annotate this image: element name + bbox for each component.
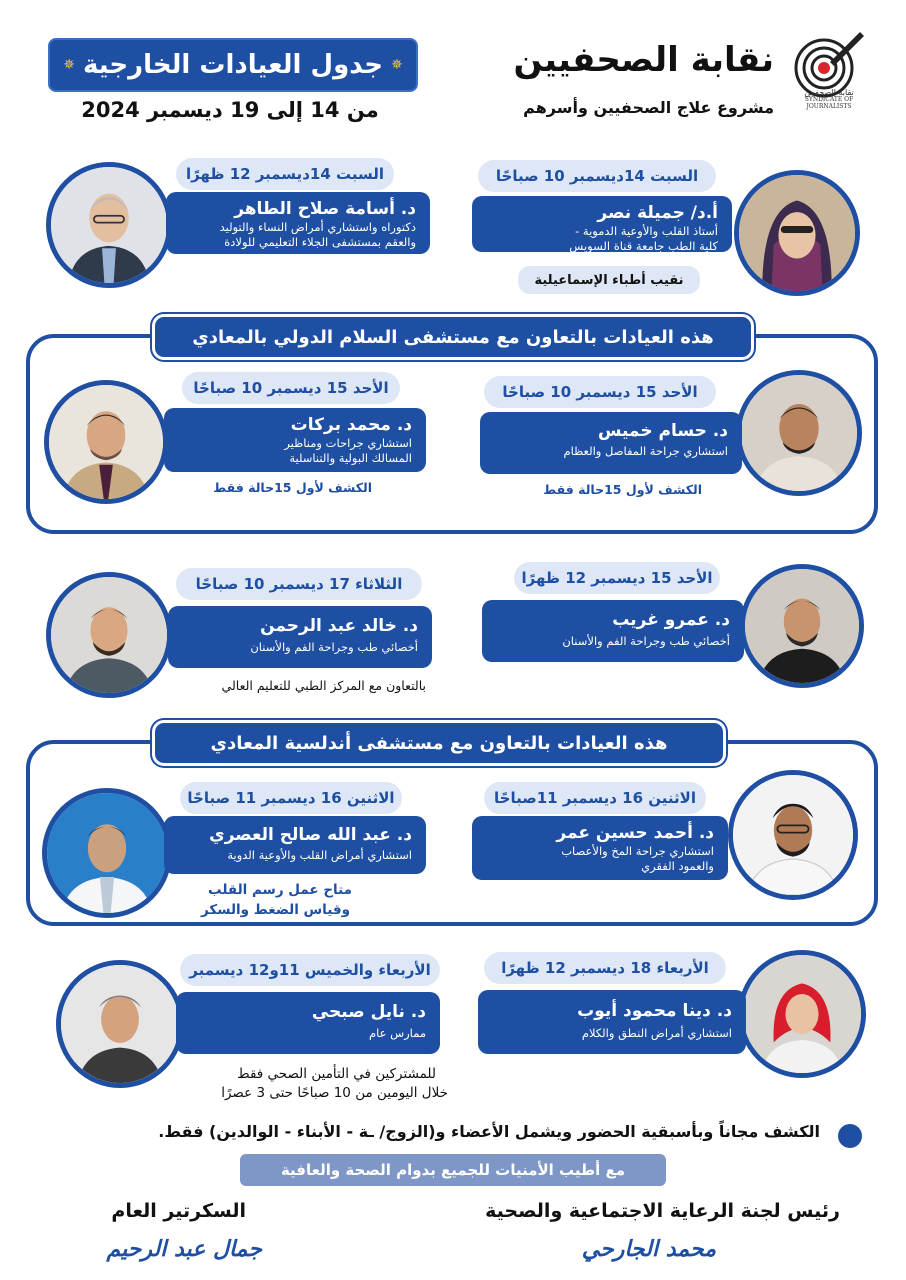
doctor-name: د. أسامة صلاح الطاهر (234, 199, 416, 219)
doctor-specialty: أستاذ القلب والأوعية الدموية - (575, 224, 718, 238)
date-pill-mohamed-barakat: الأحد 15 ديسمبر 10 صباحًا (182, 372, 400, 404)
star-icon: ✵ (390, 57, 403, 73)
doctor-photo-nayel-sobhy (56, 960, 184, 1088)
date-pill-ahmed-hussein-omar: الاثنين 16 ديسمبر 11صباحًا (484, 782, 706, 814)
note-khaled-abdelrahman: بالتعاون مع المركز الطبي للتعليم العالي (221, 678, 426, 693)
footer-note: الكشف مجاناً وبأسبقية الحضور ويشمل الأعضاء و(الزوج/ ـة - الأبناء - الوالدين) فقط. (158, 1122, 820, 1141)
date-pill-amr-ghareeb: الأحد 15 ديسمبر 12 ظهرًا (514, 562, 720, 594)
doctor-photo-amr-ghareeb (740, 564, 864, 688)
doctor-name: د. عمرو غريب (612, 610, 730, 630)
doctor-card-nayel-sobhy (176, 992, 440, 1054)
doctor-name: أ.د/ جميلة نصر (597, 203, 718, 223)
doctor-specialty: أخصائي طب وجراحة الفم والأسنان (250, 640, 418, 654)
doctor-card-amr-ghareeb (482, 600, 744, 662)
doctor-photo-khaled-abdelrahman (46, 572, 172, 698)
signature-name-left: جمال عبد الرحيم (106, 1236, 262, 1262)
doctor-name: د. حسام خميس (597, 421, 728, 441)
doctor-specialty: استشاري جراحة المفاصل والعظام (563, 444, 728, 458)
date-pill-nayel-sobhy: الأربعاء والخميس 11و12 ديسمبر (180, 954, 440, 986)
signature-title-left: السكرتير العام (111, 1200, 246, 1222)
doctor-card-hossam-khamis (480, 412, 742, 474)
doctor-name: د. محمد بركات (290, 415, 412, 435)
doctor-name: د. خالد عبد الرحمن (260, 616, 418, 636)
section-title-andalusia-hospital: هذه العيادات بالتعاون مع مستشفى أندلسية المعادي (152, 720, 726, 766)
date-pill-hossam-khamis: الأحد 15 ديسمبر 10 صباحًا (484, 376, 716, 408)
doctor-specialty: استشاري جراحة المخ والأعصاب (561, 844, 714, 858)
doctor-name: د. أحمد حسين عمر (556, 823, 714, 843)
note-abdallah-elasry: وقياس الضغط والسكر (201, 902, 350, 918)
date-pill-khaled-abdelrahman: الثلاثاء 17 ديسمبر 10 صباحًا (176, 568, 422, 600)
doctor-specialty: كلية الطب جامعة قناة السويس (569, 239, 718, 253)
doctor-specialty: استشاري جراحات ومناظير (284, 436, 412, 450)
schedule-title (48, 38, 418, 92)
logo-caption-ar: نقابة الصحفيين (804, 88, 854, 97)
doctor-card-gamila-nasr (472, 196, 732, 252)
doctor-card-mohamed-barakat (164, 408, 426, 472)
doctor-photo-dina-ayoub (738, 950, 866, 1078)
doctor-card-ahmed-hussein-omar (472, 816, 728, 880)
note-mohamed-barakat: الكشف لأول 15حالة فقط (213, 480, 372, 495)
doctor-specialty: والعقم بمستشفى الجلاء التعليمي للولادة (224, 235, 416, 249)
logo-caption-en: SYNDICATE OF JOURNALISTS (804, 96, 854, 110)
note-hossam-khamis: الكشف لأول 15حالة فقط (543, 482, 702, 497)
signature-name-right: محمد الجارحي (581, 1236, 716, 1262)
signature-title-right: رئيس لجنة الرعاية الاجتماعية والصحية (485, 1200, 840, 1222)
date-pill-osama-salah: السبت 14ديسمبر 12 ظهرًا (176, 158, 394, 190)
project-name: مشروع علاج الصحفيين وأسرهم (523, 98, 774, 117)
doctor-specialty: استشاري أمراض القلب والأوعية الدوية (227, 848, 412, 862)
note-nayel-sobhy: خلال اليومين من 10 صباحًا حتى 3 عصرًا (221, 1085, 448, 1101)
doctor-photo-osama-salah (46, 162, 172, 288)
doctor-name: د. عبد الله صالح العصري (209, 825, 412, 845)
note-nayel-sobhy: للمشتركين في التأمين الصحي فقط (237, 1066, 436, 1082)
note-gamila-nasr: نقيب أطباء الإسماعيلية (518, 266, 700, 294)
doctor-name: د. دينا محمود أيوب (577, 1001, 732, 1021)
bullet-icon (838, 1124, 862, 1148)
date-pill-abdallah-elasry: الاثنين 16 ديسمبر 11 صباحًا (180, 782, 402, 814)
doctor-photo-hossam-khamis (736, 370, 862, 496)
note-abdallah-elasry: متاح عمل رسم القلب (208, 882, 352, 898)
schedule-title-text: جدول العيادات الخارجية (83, 50, 383, 80)
doctor-card-dina-ayoub (478, 990, 746, 1054)
doctor-photo-mohamed-barakat (44, 380, 168, 504)
doctor-photo-ahmed-hussein-omar (728, 770, 858, 900)
doctor-specialty: استشاري أمراض النطق والكلام (581, 1026, 732, 1040)
doctor-specialty: ممارس عام (368, 1026, 426, 1040)
doctor-name: د. نايل صبحي (311, 1002, 426, 1022)
doctor-card-osama-salah (166, 192, 430, 254)
doctor-card-abdallah-elasry (164, 816, 426, 874)
doctor-specialty: المسالك البولية والتناسلية (289, 451, 412, 465)
star-icon: ✵ (63, 57, 76, 73)
doctor-photo-abdallah-elasry (42, 788, 172, 918)
doctor-specialty: أخصائي طب وجراحة الفم والأسنان (562, 634, 730, 648)
doctor-specialty: دكتوراه واستشاري أمراض النساء والتوليد (219, 220, 416, 234)
section-title-salam-hospital: هذه العيادات بالتعاون مع مستشفى السلام الدولي بالمعادي (152, 314, 754, 360)
date-range: من 14 إلى 19 ديسمبر 2024 (81, 98, 379, 122)
doctor-photo-gamila-nasr (734, 170, 860, 296)
doctor-specialty: والعمود الفقري (641, 859, 714, 873)
date-pill-dina-ayoub: الأربعاء 18 ديسمبر 12 ظهرًا (484, 952, 726, 984)
doctor-card-khaled-abdelrahman (168, 606, 432, 668)
org-name: نقابة الصحفيين (513, 40, 774, 80)
date-pill-gamila-nasr: السبت 14ديسمبر 10 صباحًا (478, 160, 716, 192)
wish-banner: مع أطيب الأمنيات للجميع بدوام الصحة والعافية (240, 1154, 666, 1186)
